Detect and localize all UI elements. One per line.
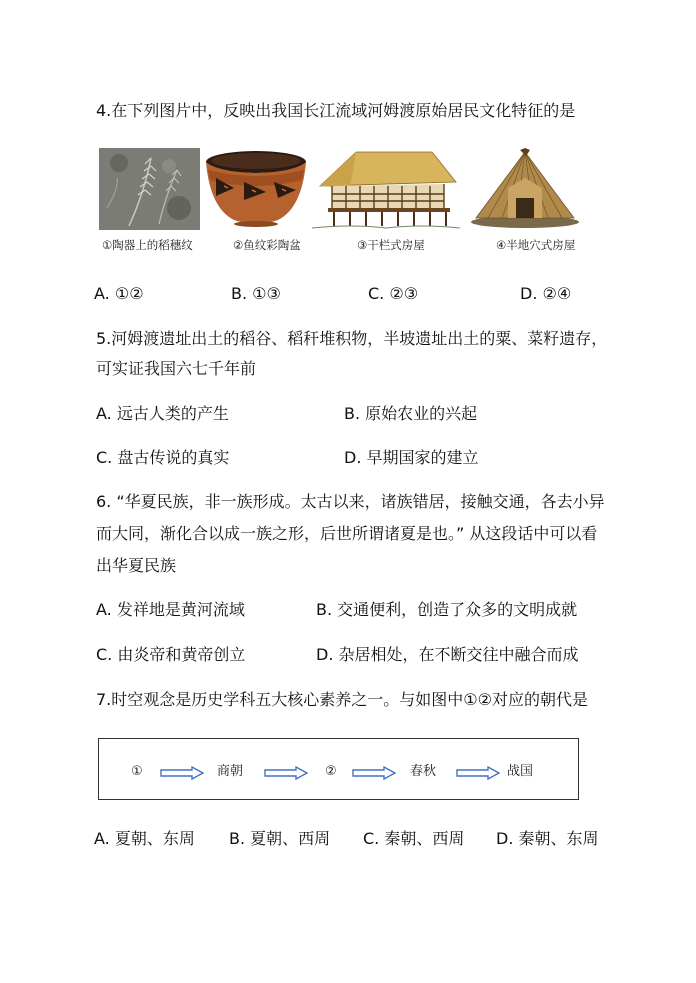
option-letter: A. [96, 600, 112, 619]
question-6-stem: 6. “华夏民族，非一族形成。太古以来，诸族错居，接触交通，各去小异 [96, 492, 605, 511]
semi-subterranean-house-image [468, 148, 582, 234]
option-c[interactable] [363, 829, 464, 849]
option-a[interactable] [96, 404, 229, 424]
stilt-house-image [312, 148, 460, 234]
rice-pattern-pottery-shard-image [99, 148, 200, 234]
option-text: 夏朝、西周 [250, 829, 331, 848]
option-letter: C. [368, 284, 385, 303]
question-6-stem: 而大同，渐化合以成一族之形，后世所谓诸夏是也。” 从这段话中可以看 [96, 524, 598, 543]
option-d[interactable] [316, 645, 579, 665]
option-text: 夏朝、东周 [114, 829, 195, 848]
option-text: 秦朝、西周 [384, 829, 465, 848]
option-letter: B. [229, 829, 246, 848]
option-letter: C. [96, 448, 113, 467]
option-b[interactable] [344, 404, 477, 424]
timeline-item: 战国 [507, 764, 534, 779]
option-letter: A. [96, 404, 112, 423]
option-letter: D. [496, 829, 514, 848]
question-4-stem: 4.在下列图片中，反映出我国长江流域河姆渡原始居民文化特征的是 [96, 101, 576, 120]
right-arrow-icon [456, 765, 500, 784]
image-caption: ③干栏式房屋 [357, 238, 425, 252]
option-a[interactable] [94, 284, 144, 304]
option-text: ②③ [389, 284, 419, 303]
question-5-stem: 5.河姆渡遗址出土的稻谷、稻秆堆积物，半坡遗址出土的粟、菜籽遗存， [96, 329, 608, 348]
option-text: ②④ [542, 284, 572, 303]
image-caption: ②鱼纹彩陶盆 [233, 238, 301, 252]
option-a[interactable] [96, 600, 245, 620]
option-b[interactable] [316, 600, 577, 620]
right-arrow-icon [352, 765, 396, 784]
option-letter: D. [316, 645, 334, 664]
option-text: 由炎帝和黄帝创立 [117, 645, 246, 664]
option-text: ①③ [252, 284, 281, 303]
option-c[interactable] [96, 645, 245, 665]
question-6-stem: 出华夏民族 [96, 556, 177, 575]
option-letter: D. [344, 448, 362, 467]
option-text: 盘古传说的真实 [117, 448, 230, 467]
option-letter: C. [363, 829, 380, 848]
option-text: 杂居相处，在不断交往中融合而成 [338, 645, 579, 664]
option-letter: D. [520, 284, 538, 303]
timeline-item: ① [131, 764, 143, 779]
question-5-stem: 可实证我国六七千年前 [96, 359, 257, 378]
image-caption: ①陶器上的稻穗纹 [102, 238, 193, 252]
timeline-item: 商朝 [217, 764, 244, 779]
option-text: 发祥地是黄河流域 [116, 600, 245, 619]
timeline-item: ② [325, 764, 337, 779]
option-a[interactable] [94, 829, 195, 849]
option-text: 远古人类的产生 [116, 404, 229, 423]
option-letter: A. [94, 284, 110, 303]
option-d[interactable] [344, 448, 479, 468]
right-arrow-icon [264, 765, 308, 784]
option-b[interactable] [229, 829, 330, 849]
option-text: 交通便利，创造了众多的文明成就 [337, 600, 578, 619]
question-7-stem: 7.时空观念是历史学科五大核心素养之一。与如图中①②对应的朝代是 [96, 690, 588, 709]
option-letter: B. [316, 600, 333, 619]
fish-pattern-painted-basin-image [204, 148, 308, 234]
option-text: 早期国家的建立 [366, 448, 479, 467]
option-text: 秦朝、东周 [518, 829, 599, 848]
option-letter: C. [96, 645, 113, 664]
option-letter: B. [344, 404, 361, 423]
option-letter: A. [94, 829, 110, 848]
option-text: 原始农业的兴起 [365, 404, 478, 423]
option-letter: B. [231, 284, 248, 303]
option-d[interactable] [520, 284, 571, 304]
option-d[interactable] [496, 829, 599, 849]
option-c[interactable] [368, 284, 418, 304]
timeline-item: 春秋 [410, 764, 437, 779]
image-caption: ④半地穴式房屋 [496, 238, 576, 252]
option-text: ①② [114, 284, 144, 303]
option-b[interactable] [231, 284, 281, 304]
option-c[interactable] [96, 448, 229, 468]
right-arrow-icon [160, 765, 204, 784]
